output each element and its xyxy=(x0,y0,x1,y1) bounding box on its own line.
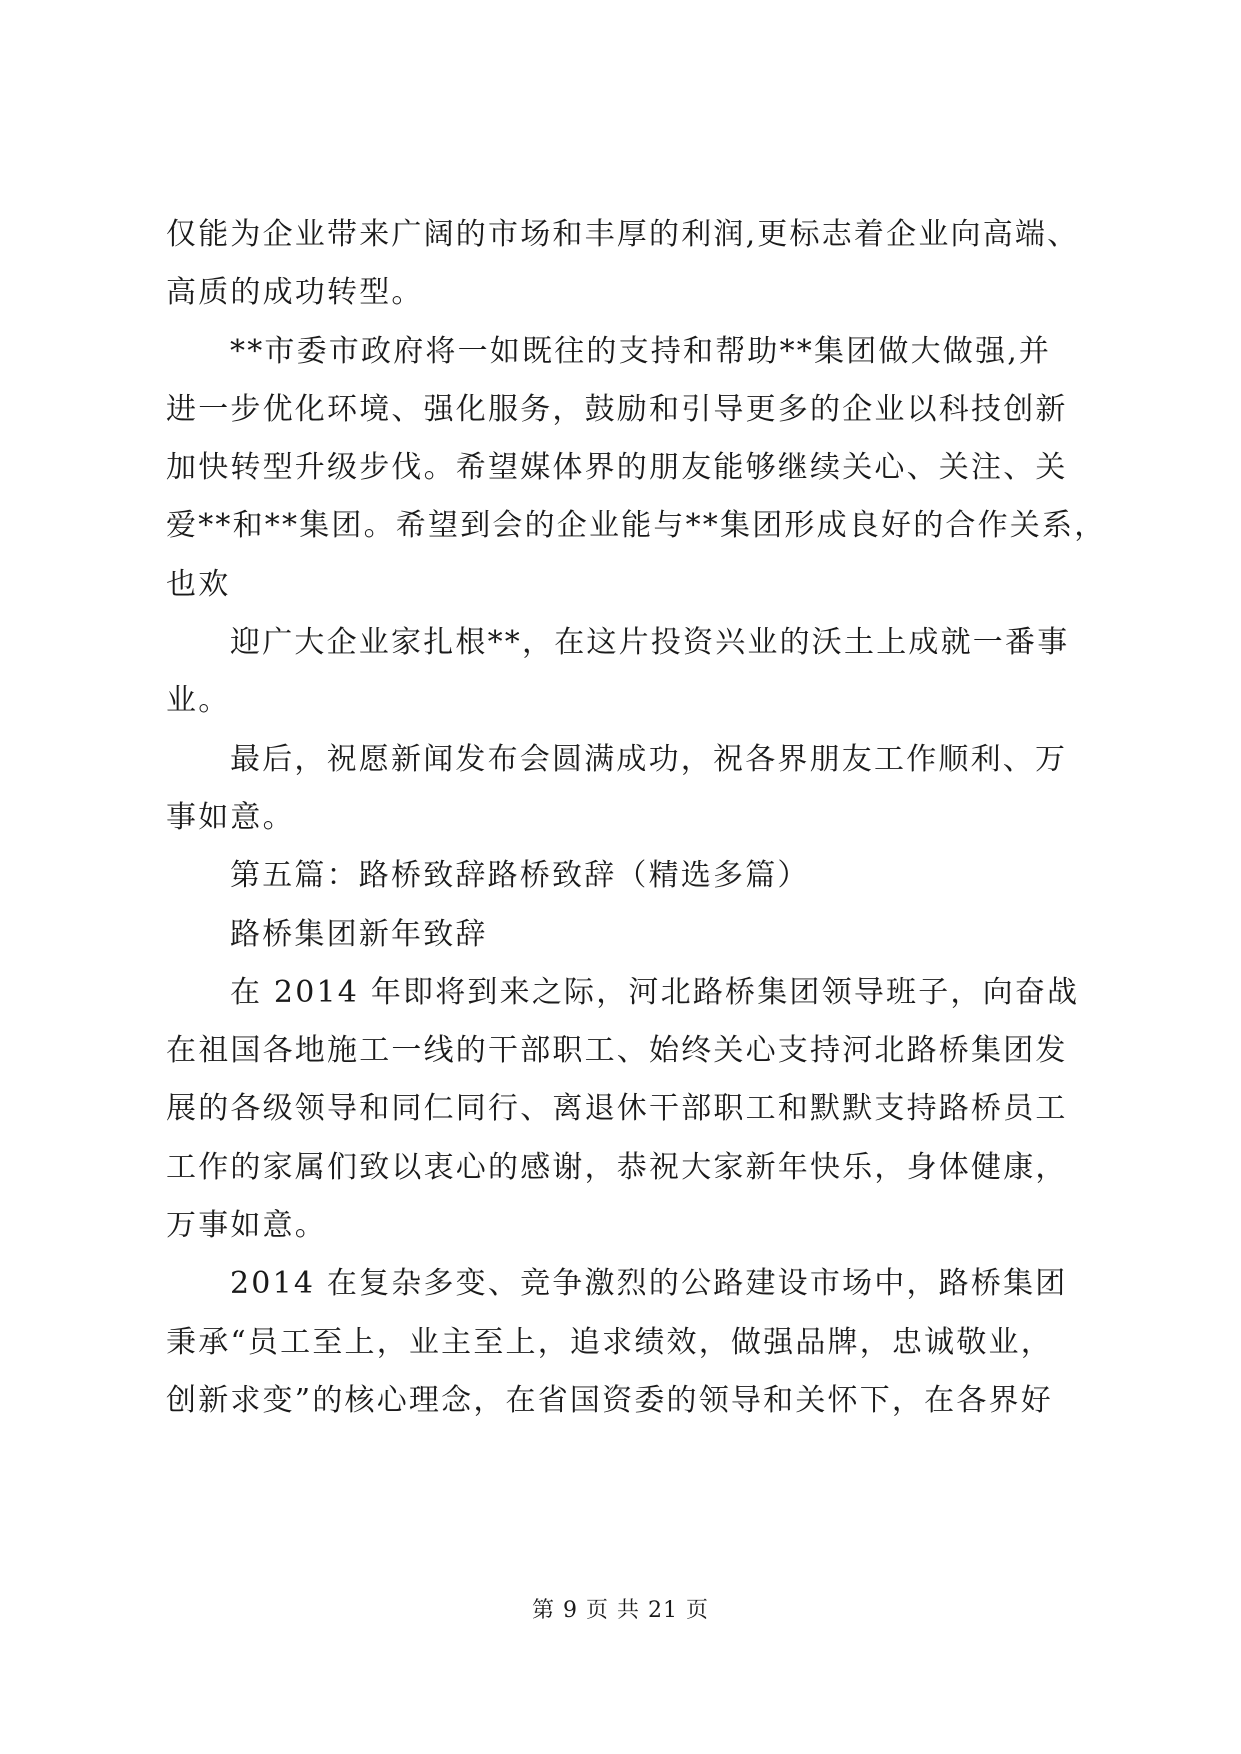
text-line: 迎广大企业家扎根**，在这片投资兴业的沃土上成就一番事 xyxy=(230,625,1070,661)
page-number-footer: 第 9 页 共 21 页 xyxy=(532,1598,709,1623)
section-heading: 第五篇：路桥致辞路桥致辞（精选多篇） xyxy=(230,858,810,894)
text-line: 业。 xyxy=(166,683,231,719)
text-line: 爱**和**集团。希望到会的企业能与**集团形成良好的合作关系， xyxy=(166,508,1107,544)
text-line: 秉承“员工至上，业主至上，追求绩效，做强品牌，忠诚敬业， xyxy=(166,1324,1053,1360)
text-line: 进一步优化环境、强化服务，鼓励和引导更多的企业以科技创新 xyxy=(166,391,1068,427)
text-line: 2014 在复杂多变、竞争激烈的公路建设市场中，路桥集团 xyxy=(230,1266,1068,1302)
text-line: 最后，祝愿新闻发布会圆满成功，祝各界朋友工作顺利、万 xyxy=(230,741,1068,777)
text-line: 事如意。 xyxy=(166,799,295,835)
text-line: 工作的家属们致以衷心的感谢，恭祝大家新年快乐，身体健康， xyxy=(166,1149,1068,1185)
text-line: 高质的成功转型。 xyxy=(166,275,424,311)
text-line: 加快转型升级步伐。希望媒体界的朋友能够继续关心、关注、关 xyxy=(166,450,1068,486)
text-line: 万事如意。 xyxy=(166,1208,327,1244)
subsection-heading: 路桥集团新年致辞 xyxy=(230,916,488,952)
text-line: **市委市政府将一如既往的支持和帮助**集团做大做强,并 xyxy=(230,333,1052,369)
text-line: 展的各级领导和同仁同行、离退休干部职工和默默支持路桥员工 xyxy=(166,1091,1068,1127)
document-body xyxy=(166,206,1107,1430)
text-line: 也欢 xyxy=(166,566,231,602)
text-line: 在祖国各地施工一线的干部职工、始终关心支持河北路桥集团发 xyxy=(166,1033,1068,1069)
text-line: 在 2014 年即将到来之际，河北路桥集团领导班子，向奋战 xyxy=(230,974,1080,1010)
text-line: 仅能为企业带来广阔的市场和丰厚的利润,更标志着企业向高端、 xyxy=(166,217,1080,252)
text-line: 创新求变”的核心理念，在省国资委的领导和关怀下，在各界好 xyxy=(166,1382,1053,1418)
